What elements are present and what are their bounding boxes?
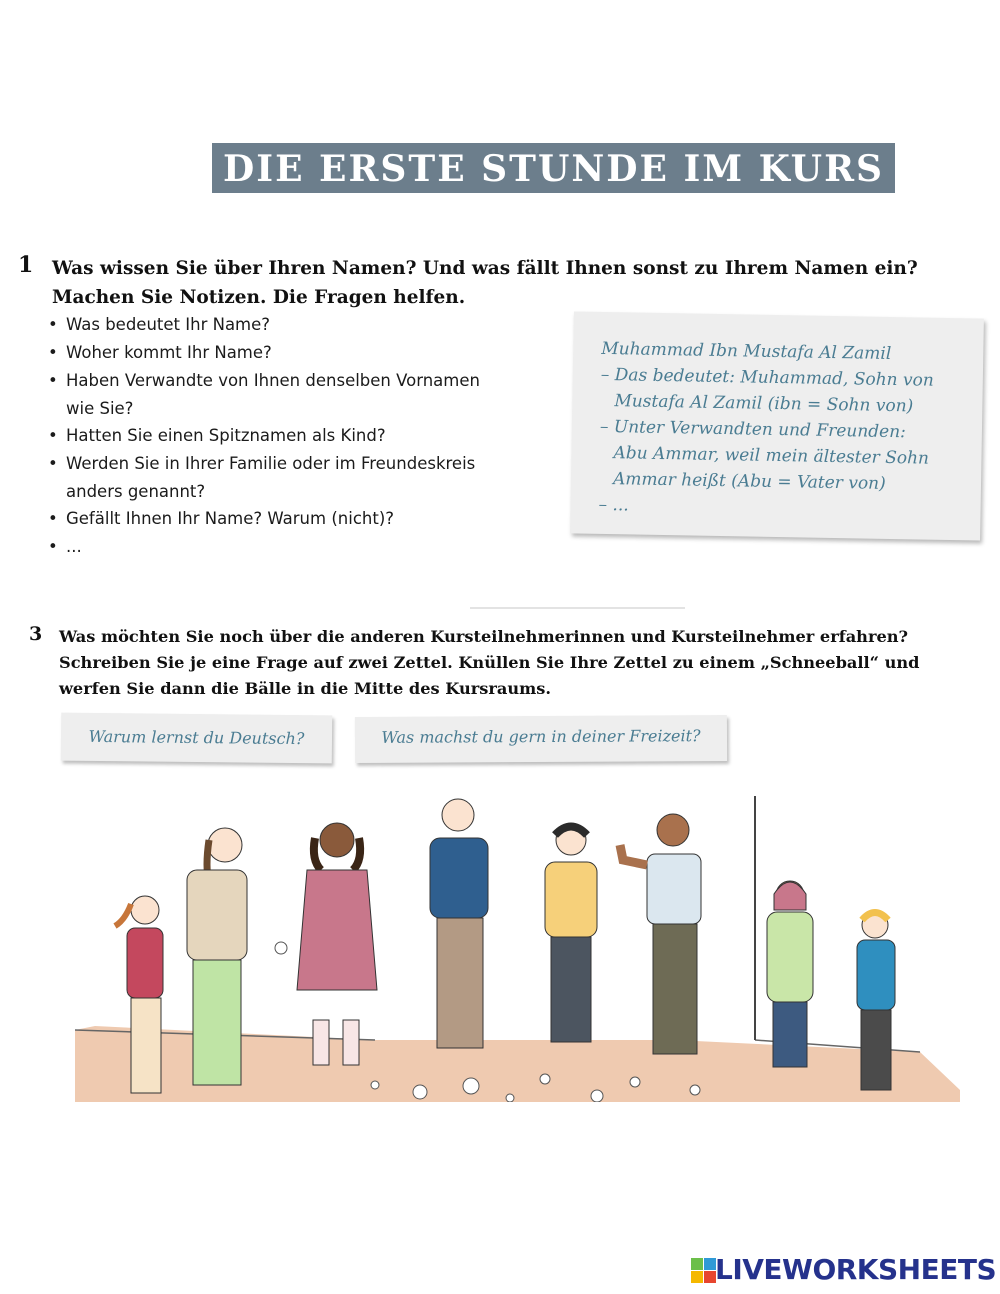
bullet-icon: • [48, 454, 58, 473]
handwritten-note [598, 336, 934, 524]
liveworksheets-icon [691, 1258, 717, 1284]
note-line: Ammar heißt (Abu = Vater von) [612, 469, 886, 494]
example-note-card [570, 311, 984, 540]
bullet-icon: • [48, 509, 58, 528]
bullet-icon: • [48, 426, 58, 445]
bullet-icon: • [48, 371, 58, 390]
exercise-3-number: 3 [29, 623, 43, 645]
person-woman-yellow-sweater [545, 825, 597, 1042]
instruction-line: Was möchten Sie noch über die anderen Kursteilnehmerinnen und Kursteilnehmer erfahren? [59, 627, 909, 646]
person-boy-blue-sweater [857, 912, 895, 1090]
bullet-icon: • [48, 343, 58, 362]
brand-name: LIVEWORKSHEETS [715, 1253, 997, 1286]
slip-text: Was machst du gern in deiner Freizeit? [381, 726, 701, 747]
slip-text: Warum lernst du Deutsch? [88, 726, 305, 749]
instruction-line: Was wissen Sie über Ihren Namen? Und was fällt Ihnen sonst zu Ihrem Namen ein? [52, 258, 918, 279]
note-line: Mustafa Al Zamil (ibn = Sohn von) [614, 391, 914, 417]
exercise-3-instructions [59, 624, 920, 702]
instruction-line: werfen Sie dann die Bälle in die Mitte des Kursraums. [59, 679, 552, 698]
note-line: – ... [598, 494, 629, 516]
instruction-line: Schreiben Sie je eine Frage auf zwei Zettel. Knüllen Sie Ihre Zettel zu einem „Schneeball“ und [59, 653, 920, 672]
classroom-illustration [75, 790, 960, 1102]
page-title: DIE ERSTE STUNDE IM KURS [223, 148, 884, 190]
section-divider [470, 607, 685, 609]
question-slip-1 [61, 713, 332, 764]
bullet-icon: • [48, 537, 58, 556]
note-line: – Unter Verwandten und Freunden: [599, 416, 907, 443]
note-line: Muhammad Ibn Mustafa Al Zamil [601, 338, 892, 364]
person-man-throwing [620, 814, 701, 1054]
note-line: – Das bedeutet: Muhammad, Sohn von [600, 364, 934, 391]
exercise-1-instructions [52, 254, 918, 312]
person-man-blue-shirt [430, 799, 488, 1048]
question-slip-2 [355, 715, 727, 763]
exercise-1-number: 1 [18, 252, 34, 278]
title-banner [212, 143, 895, 193]
bullet-icon: • [48, 315, 58, 334]
person-woman-pink-dress [297, 823, 377, 1065]
note-line: Abu Ammar, weil mein ältester Sohn [613, 443, 930, 469]
instruction-line: Machen Sie Notizen. Die Fragen helfen. [52, 287, 466, 308]
person-woman-headscarf [767, 881, 813, 1067]
